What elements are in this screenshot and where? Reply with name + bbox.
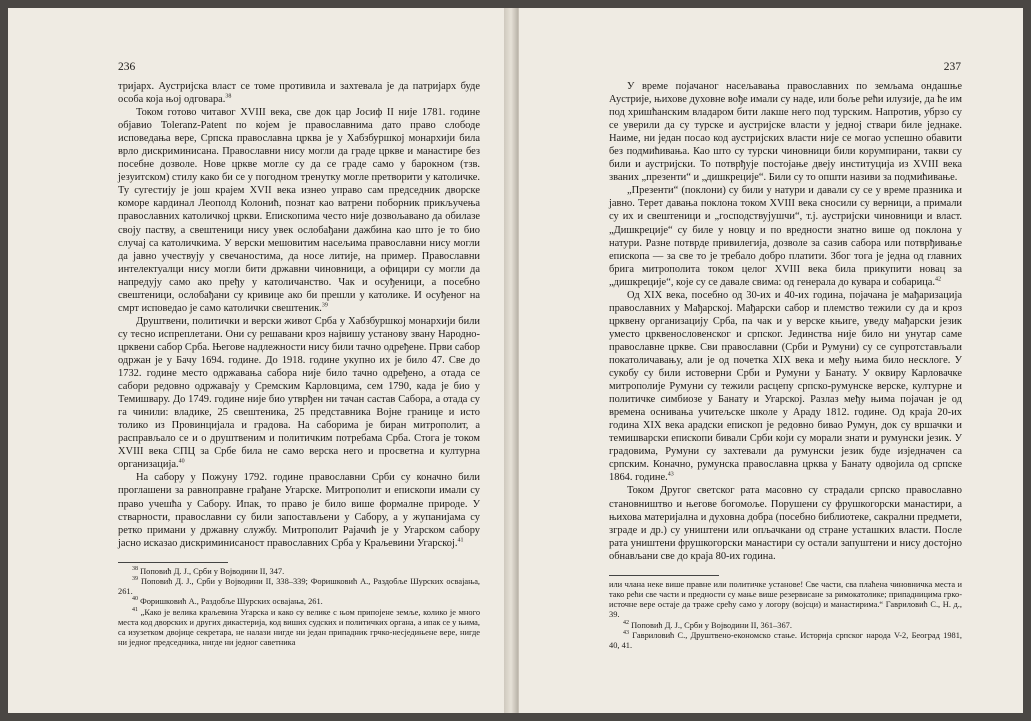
footnote-separator bbox=[609, 575, 719, 576]
paragraph-text: Од XIX века, посебно од 30-их и 40-их година, појачана је мађаризација православних у Мађарској. Мађарски сабор и племство тежили су да и кроз црквену организацију Срба, па чак и у верске књиге, уведу мађарски језик уместо црквенословенског и српског. Јединства није било ни унутар саме православне цркве. Сви православни (Срби и Румуни) су се супротстављали покатоличавању, али је од почетка XIX века и међу њима било несклоге. У сукобу су били истоверни Срби и Румуни у Банату. У оквиру Карловачке митрополије Румуни су тежили расцепу српско-румунске верске, културне и политичке симбиозе у Банату и Угарској. Разлаз међу њима појачан је од времена оснивања учитељске школе у Араду 1812. године. Од краја 20-их година XIX века арадски епископ је редовно бивао Румун, док су вршачки и темишварски епископи бивали Срби који су морали знати и румунски језик. У градовима, Румуни су захтевали да румунски језик буде изједначен са српским. Коначно, румунска православна црква у Банату одвојила од српске 1864. године. bbox=[609, 289, 962, 484]
footnote bbox=[609, 631, 962, 651]
left-page bbox=[8, 8, 512, 713]
footnote bbox=[609, 621, 962, 631]
footnote-marker[interactable]: 39 bbox=[321, 302, 328, 309]
footnote-text: Поповић Д. Ј., Срби у Војводини II, 347. bbox=[140, 566, 285, 576]
book-gutter bbox=[504, 8, 518, 713]
footnote-text: Поповић Д. Ј., Срби у Војводини II, 361–367. bbox=[631, 620, 792, 630]
footnote bbox=[118, 567, 480, 577]
page-number: 237 bbox=[943, 61, 961, 73]
paragraph-text: Друштвени, политички и верски живот Срба у Хабзбуршкој монархији били су тесно испреплетани. Они су решавани кроз највишу установу звану Народно-црквени сабор Срба. Његове надлежности нису били тачно одређене. Први сабор одржан је у Бачу 1694. године. До 1918. године укупно их је било 47. Све до 1732. године место одржавања сабора није било тачно одређено, а отада се сабори редовно одржавају у Сремским Карловцима, сем 1790, када је био у Темишвару. До 1749. године није био утврђен ни тачан састав Сабора, а отада су га чинили: владике, 25 свештеника, 25 представника Војне границе и исто толико из Провинцијала и градова. На саборима је биран митрополит, а расправљало се и о друштвеним и политичким потребама Срба. Стога је током XVIII века СПЦ за Србе била не само верска него и просветна и културна организација. bbox=[118, 315, 480, 471]
footnote-list bbox=[609, 580, 962, 651]
footnote bbox=[118, 608, 480, 649]
paragraph-text: На сабору у Пожуну 1792. године православни Срби су коначно били проглашени за равноправне грађане Угарске. Митрополит и епископи имали су право учешћа у Сабору. Ипак, то право је било више формалне природе. У стварности, православни су били запостављени у Сабору, а у жупанијама су ретко примани у државну службу. Митрополит Рајачић је у Угарском сабору јасно исказао дискриминисаност православних Срба у Краљевини Угарској. bbox=[118, 472, 480, 549]
footnote-text: Форишковић А., Раздобље Шурских освајања, 261. bbox=[140, 597, 323, 607]
footnote-text: Поповић Д. Ј., Срби у Војводини II, 338–339; Форишковић А., Раздобље Шурских освајања, 261. bbox=[118, 576, 481, 597]
footnote-text: Гавриловић С., Друштвено-економско стање. Историја српског народа V-2, Београд 1981, 40, 41. bbox=[609, 630, 963, 650]
footnote-marker[interactable]: 42 bbox=[935, 276, 942, 283]
footnote-list bbox=[118, 567, 480, 649]
paragraph bbox=[609, 184, 962, 288]
page-number: 236 bbox=[118, 61, 136, 73]
paragraph bbox=[118, 471, 480, 549]
paragraph bbox=[118, 315, 480, 472]
paragraph bbox=[609, 484, 962, 562]
page-body bbox=[609, 80, 962, 651]
footnote bbox=[118, 597, 480, 607]
footnote-marker[interactable]: 43 bbox=[667, 471, 674, 478]
footnote-number: 40 bbox=[132, 596, 138, 603]
footnote-marker[interactable]: 40 bbox=[178, 458, 185, 465]
footnote-continuation: или члана неке више правне или политичке установе! Све части, сва плаћена чиновничка места и тако рећи све части и предности су мање више резервисане за римокатолике; припадницима грко-источне вере остаје да траже срећу само у логору (војсци) и манастирима.“ Гавриловић С., Н. д., 39. bbox=[609, 579, 962, 620]
footnote-separator bbox=[118, 562, 228, 563]
paragraph bbox=[609, 80, 962, 184]
footnote-number: 43 bbox=[623, 629, 629, 636]
paragraph-list bbox=[118, 80, 480, 550]
paragraph-text: Током готово читавог XVIII века, све док цар Јосиф II није 1781. године објавио Toleranz-Patent по којем је православнима дато право слободе исповедања вере, Српска православна црква је у Хабзбуршкој монархији била врло дискриминисана. Православни нису могли да граде цркве и манастире без посебне дозволе. Нове цркве могле су да се граде само у барокном (тзв. језуитском) стилу како би се у погодном тренутку могле претворити у католичке. Ту сугестију је још крајем XVII века изнео управо сам председник дворске коморе кардинал Леополд Колонић, познат као ватрени поборник прикључења православних католичкој цркви. Епископима често није дозвољавано да обилазе своју паству, а свештеници нису увек ослобађани дажбина као што је то био случај са католичкима. У верски мешовитим насељима православни нису могли да јавно учествују у свечаностима, да носе литије, на пример. Православни интелектуалци нису могли бити државни чиновници, а официри су могли да напредују само ако пређу у католичанство. Чак и осуђеници, а посебно свештеници, ослобађани су кривице ако би прешли у католике. И осуђеног на смрт исповедао је само католички свештеник. bbox=[118, 107, 480, 314]
footnote-marker[interactable]: 38 bbox=[225, 93, 232, 100]
footnote-text: „Како је велика краљевина Угарска и како су велике с њом припојене земље, колико је много места код дворских и других дикастерија, код виших судских и политичких органа, а ипак се у њима, са изузетком двојице секретара, не налази нигде ни један припадник грчко-несједињене вере, нигде ни једног председника, нигде ни једног саветника bbox=[118, 607, 481, 648]
footnote-number: 39 bbox=[132, 576, 138, 583]
footnote-number: 38 bbox=[132, 565, 138, 572]
footnote-marker[interactable]: 41 bbox=[457, 537, 464, 544]
paragraph-text: У време појачаног насељавања православних по земљама ондашње Аустрије, њихове духовне вође имали су наде, или боље рећи илузије, да ће им под хришћанским владаром бити лакше него под турским. Напротив, убрзо су се уверили да су турске и аустријске власти у једној ствари биле једнаке. Наиме, ни један посао код аустријских власти није се могао успешно обавити без подмићивања. Као што су турски чиновници били корумпирани, такви су били и аустријски. То потврђује постојање двеју институција из XVIII века званих „презенти“ и „дишкреције“. Били су то општи називи за подмићивање. bbox=[609, 81, 962, 184]
paragraph-text: „Презенти“ (поклони) су били у натури и давали су се у време празника и јавно. Терет давања поклона током XVIII века сносили су верници, а примали су их и свештеници и „господствујушчи“, т.ј. аустријски чиновници и власт. „Дишкреције“ су биле у новцу и по вредности знатно више од поклона у натури. Разне потврде привилегија, дозволе за сазив сабора или потврђивање епископа — за све то је требало добро платити. Због тога је једна од главних брига митрополита током целог XVIII века била прикупити новац за „дишкреције“, које су се давале свима: од генерала до кувара и собарица. bbox=[609, 185, 962, 288]
paragraph bbox=[609, 289, 962, 485]
paragraph bbox=[118, 80, 480, 106]
footnote-number: 41 bbox=[132, 606, 138, 613]
footnote-number: 42 bbox=[623, 619, 629, 626]
footnote bbox=[118, 577, 480, 597]
paragraph bbox=[118, 106, 480, 315]
page-body bbox=[118, 80, 480, 648]
paragraph-text: Током Другог светског рата масовно су страдали српско православно становништво и његове богомоље. Порушени су фрушкогорски манастири, а њихова материјална и духовна добра (посебно библиотеке, сакрални предмети, зграде и др.) су уништени или опљачкани од стране усташких власти. После рата уништени фрушкогорски манастири су остали запуштени и нису достојно обнављани све до краја 80-их година. bbox=[609, 485, 962, 562]
paragraph-list bbox=[609, 80, 962, 563]
paragraph-text: тријарх. Аустријска власт се томе противила и захтевала је да патријарх буде особа која њој одговара. bbox=[118, 81, 480, 106]
right-page bbox=[518, 8, 1023, 713]
